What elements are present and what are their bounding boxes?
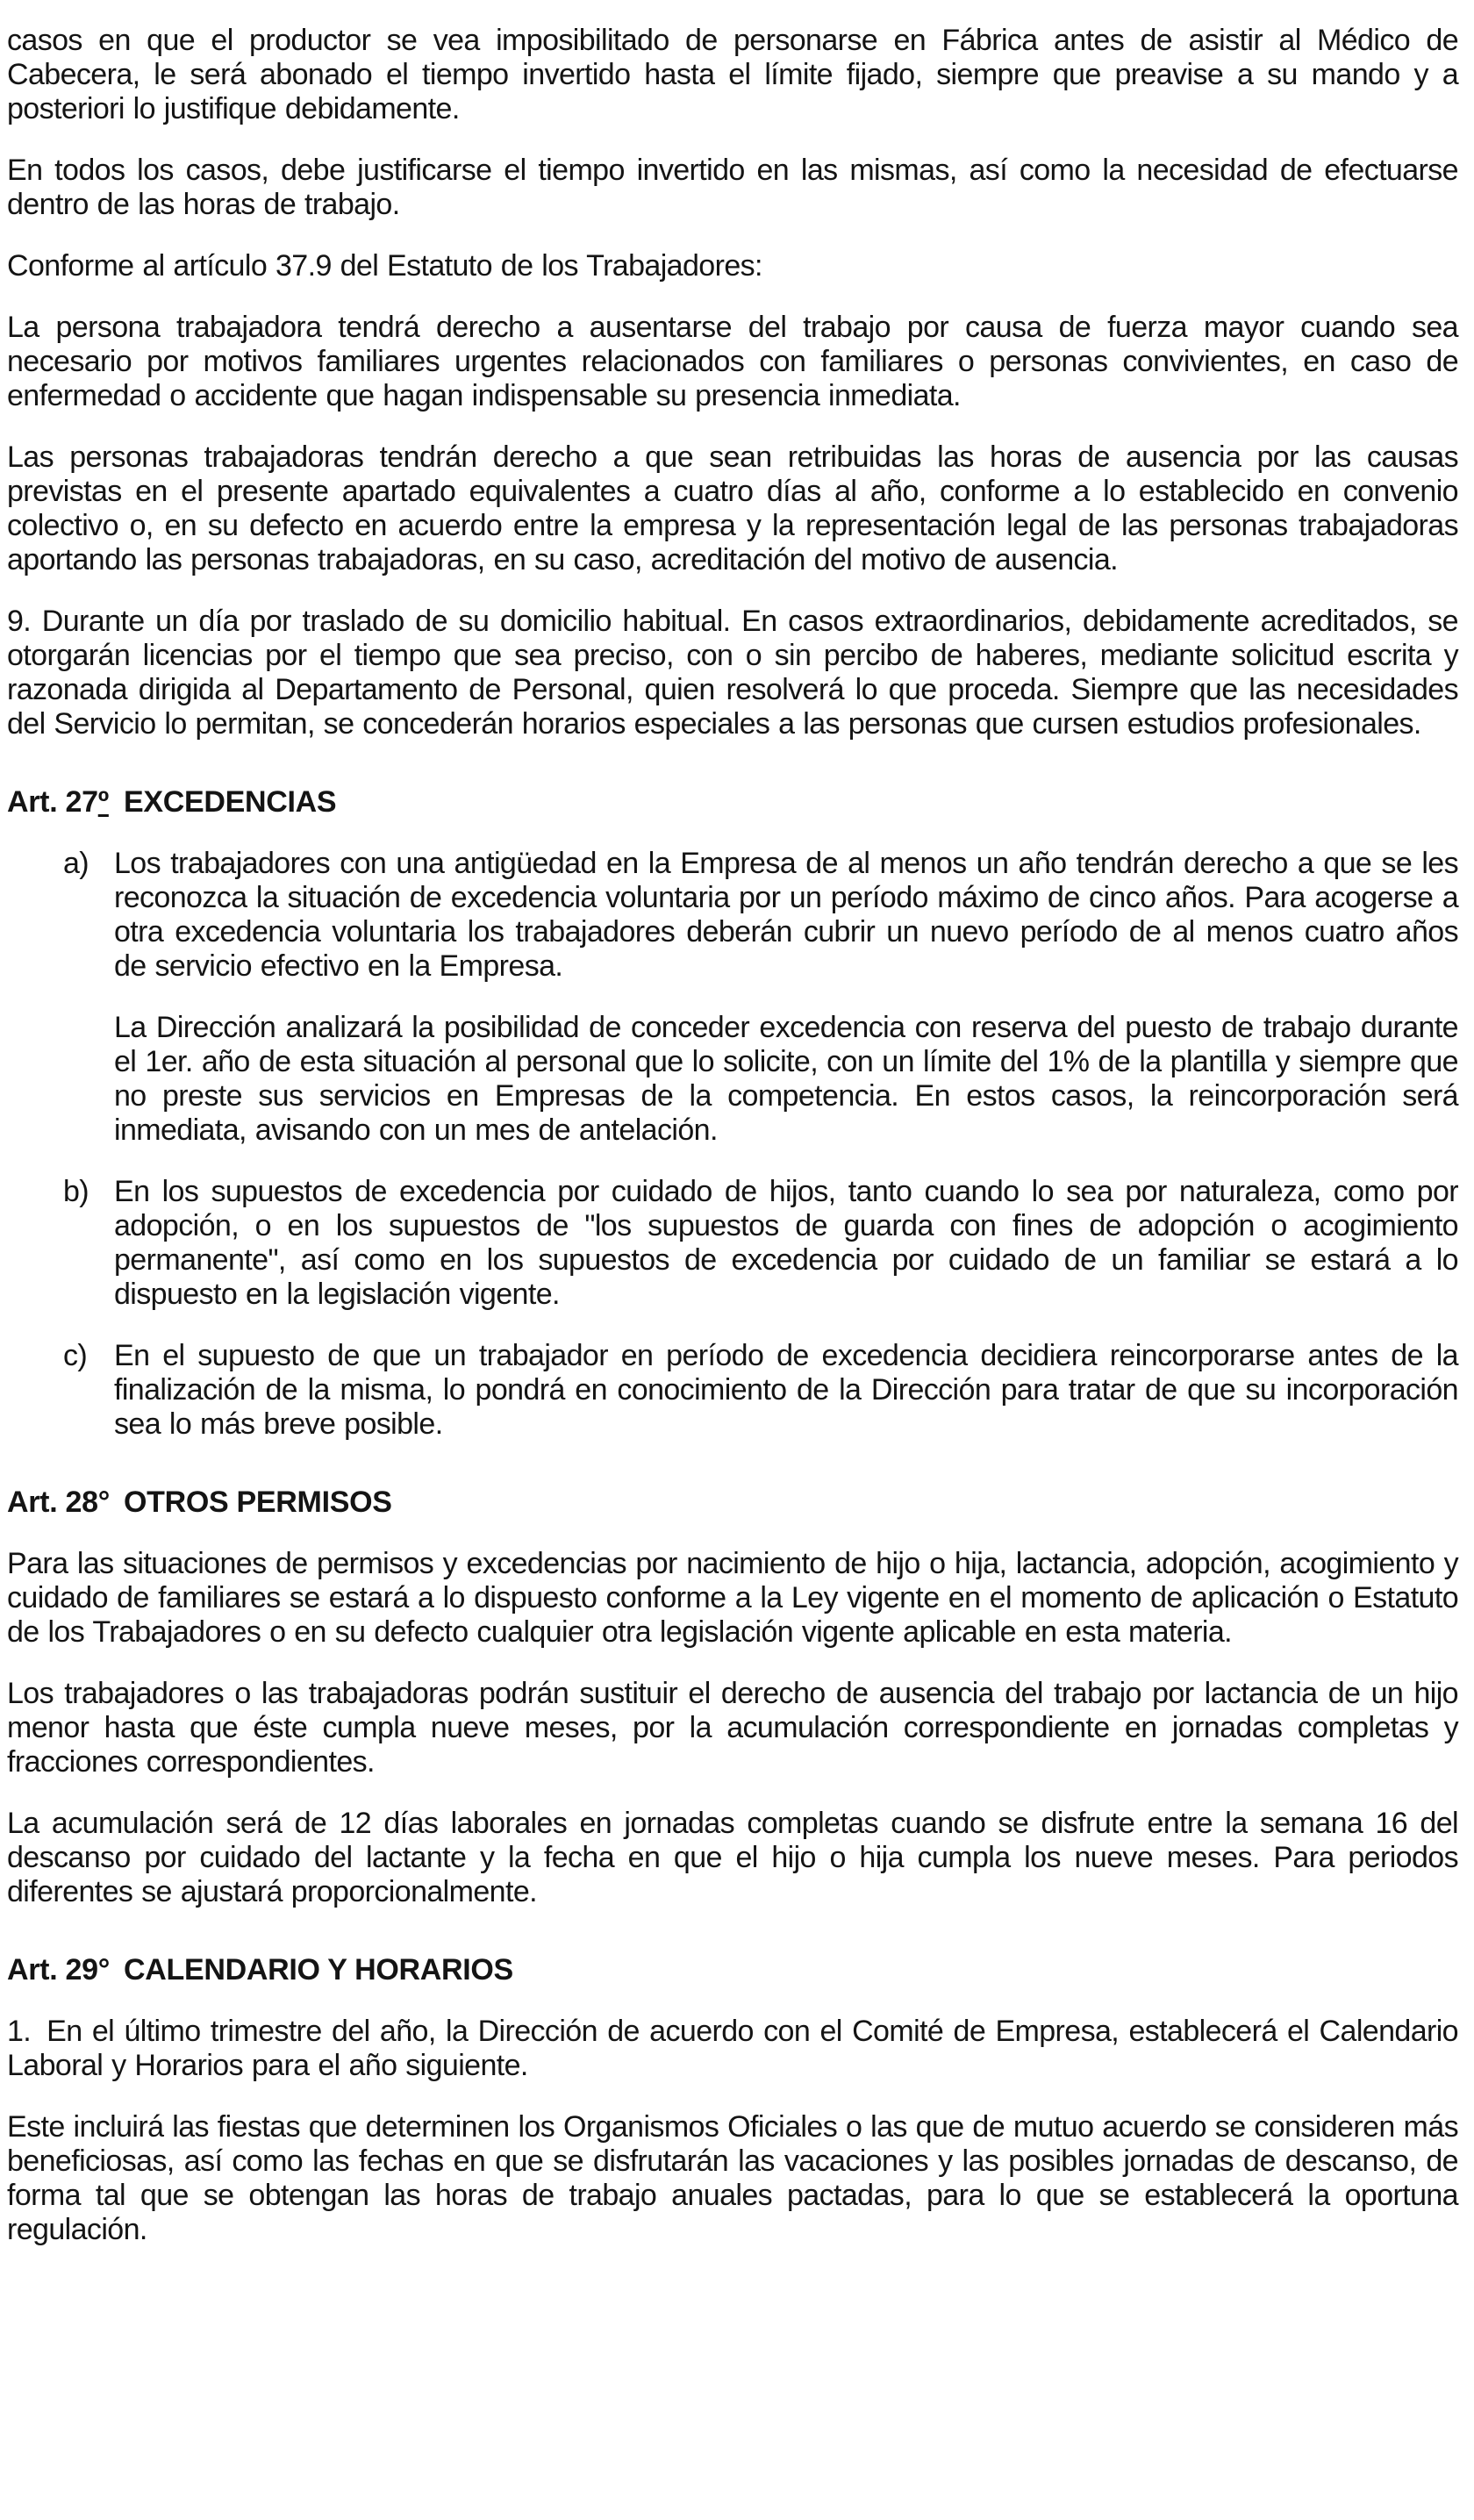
article-28-number (7, 1486, 124, 1520)
article-29-number (7, 1953, 124, 1987)
list-marker-b: b) (63, 1175, 89, 1208)
article-28-title: OTROS PERMISOS (124, 1486, 392, 1519)
article-27-heading (7, 785, 1458, 820)
paragraph-number: 1. (7, 2015, 32, 2048)
ordinal-indicator: º (97, 785, 109, 819)
paragraph-intro-4: La persona trabajadora tendrá derecho a ausentarse del trabajo por causa de fuerza mayor cuando sea necesario por motivos familiares urgentes relacionados con familiares o personas convivientes, en caso de enfermedad o accidente que hagan indispensable su presencia inmediata. (7, 311, 1458, 412)
article-29-heading (7, 1953, 1458, 1987)
paragraph-art29-1-text: En el último trimestre del año, la Dirección de acuerdo con el Comité de Empresa, establecerá el Calendario Laboral y Horarios para el año siguiente. (7, 2015, 1458, 2082)
list-item-b-paragraph-1: En los supuestos de excedencia por cuidado de hijos, tanto cuando lo sea por naturaleza, como por adopción, o en los supuestos de "los supuestos de guarda con fines de adopción o acogimiento permanente", así como en los supuestos de excedencia por cuidado de un familiar se estará a lo dispuesto en la legislación vigente. (114, 1175, 1458, 1311)
list-marker-a: a) (63, 847, 89, 880)
paragraph-intro-2: En todos los casos, debe justificarse el tiempo invertido en las mismas, así como la necesidad de efectuarse dentro de las horas de trabajo. (7, 154, 1458, 221)
article-28-number-text: Art. 28 (7, 1486, 98, 1519)
list-item-a-paragraph-2: La Dirección analizará la posibilidad de conceder excedencia con reserva del puesto de trabajo durante el 1er. año de esta situación al personal que lo solicite, con un límite del 1% de la plantilla y siempre que no preste sus servicios en Empresas de la competencia. En estos casos, la reincorporación será inmediata, avisando con un mes de antelación. (114, 1011, 1458, 1147)
list-item-b (7, 1175, 1458, 1312)
paragraph-intro-3: Conforme al artículo 37.9 del Estatuto de los Trabajadores: (7, 249, 762, 283)
article-28-heading (7, 1486, 1458, 1520)
article-29-number-text: Art. 29 (7, 1953, 98, 1987)
paragraph-intro-5: Las personas trabajadoras tendrán derecho a que sean retribuidas las horas de ausencia por las causas previstas en el presente apartado equivalentes a cuatro días al año, conforme a lo establecido en convenio colectivo o, en su defecto en acuerdo entre la empresa y la representación legal de las personas trabajadoras aportando las personas trabajadoras, en su caso, acreditación del motivo de ausencia. (7, 440, 1458, 576)
list-item-b-body (114, 1175, 1458, 1312)
list-item-a-paragraph-1: Los trabajadores con una antigüedad en la Empresa de al menos un año tendrán derecho a que se les reconozca la situación de excedencia voluntaria por un período máximo de cinco años. Para acogerse a otra excedencia voluntaria los trabajadores deberán cubrir un nuevo período de al menos cuatro años de servicio efectivo en la Empresa. (114, 847, 1458, 983)
degree-indicator: ° (97, 1486, 111, 1519)
paragraph-art29-2: Este incluirá las fiestas que determinen los Organismos Oficiales o las que de mutuo acuerdo se consideren más beneficiosas, así como las fechas en que se disfrutarán las vacaciones y las posibles jornadas de descanso, de forma tal que se obtengan las horas de trabajo anuales pactadas, para lo que se establecerá la oportuna regulación. (7, 2110, 1458, 2246)
article-27-number-text: Art. 27 (7, 785, 98, 819)
degree-indicator: ° (97, 1953, 111, 1987)
list-item-c-body (114, 1339, 1458, 1442)
article-27-number (7, 785, 124, 820)
paragraph-art29-1 (7, 2015, 1458, 2083)
article-29-title: CALENDARIO Y HORARIOS (124, 1953, 513, 1987)
list-marker-c: c) (63, 1339, 88, 1372)
paragraph-art28-1: Para las situaciones de permisos y excedencias por nacimiento de hijo o hija, lactancia, adopción, acogimiento y cuidado de familiares se estará a lo dispuesto conforme a la Ley vigente en el momento de aplicación o Estatuto de los Trabajadores o en su defecto cualquier otra legislación vigente aplicable en esta materia. (7, 1547, 1458, 1649)
paragraph-intro-6: 9. Durante un día por traslado de su domicilio habitual. En casos extraordinarios, debidamente acreditados, se otorgarán licencias por el tiempo que sea preciso, con o sin percibo de haberes, mediante solicitud escrita y razonada dirigida al Departamento de Personal, quien resolverá lo que proceda. Siempre que las necesidades del Servicio lo permitan, se concederán horarios especiales a las personas que cursen estudios profesionales. (7, 605, 1458, 741)
list-item-c-paragraph-1: En el supuesto de que un trabajador en período de excedencia decidiera reincorporarse antes de la finalización de la misma, lo pondrá en conocimiento de la Dirección para tratar de que su incorporación sea lo más breve posible. (114, 1339, 1458, 1441)
paragraph-art28-3: La acumulación será de 12 días laborales en jornadas completas cuando se disfrute entre la semana 16 del descanso por cuidado del lactante y la fecha en que el hijo o hija cumpla los nueve meses. Para periodos diferentes se ajustará proporcionalmente. (7, 1807, 1458, 1908)
list-item-a-body (114, 847, 1458, 1148)
paragraph-art28-2: Los trabajadores o las trabajadoras podrán sustituir el derecho de ausencia del trabajo por lactancia de un hijo menor hasta que éste cumpla nueve meses, por la acumulación correspondiente en jornadas completas y fracciones correspondientes. (7, 1677, 1458, 1779)
paragraph-intro-1: casos en que el productor se vea imposibilitado de personarse en Fábrica antes de asistir al Médico de Cabecera, le será abonado el tiempo invertido hasta el límite fijado, siempre que preavise a su mando y a posteriori lo justifique debidamente. (7, 24, 1458, 125)
list-item-a (7, 847, 1458, 1148)
article-27-title: EXCEDENCIAS (124, 785, 337, 819)
list-item-c (7, 1339, 1458, 1442)
